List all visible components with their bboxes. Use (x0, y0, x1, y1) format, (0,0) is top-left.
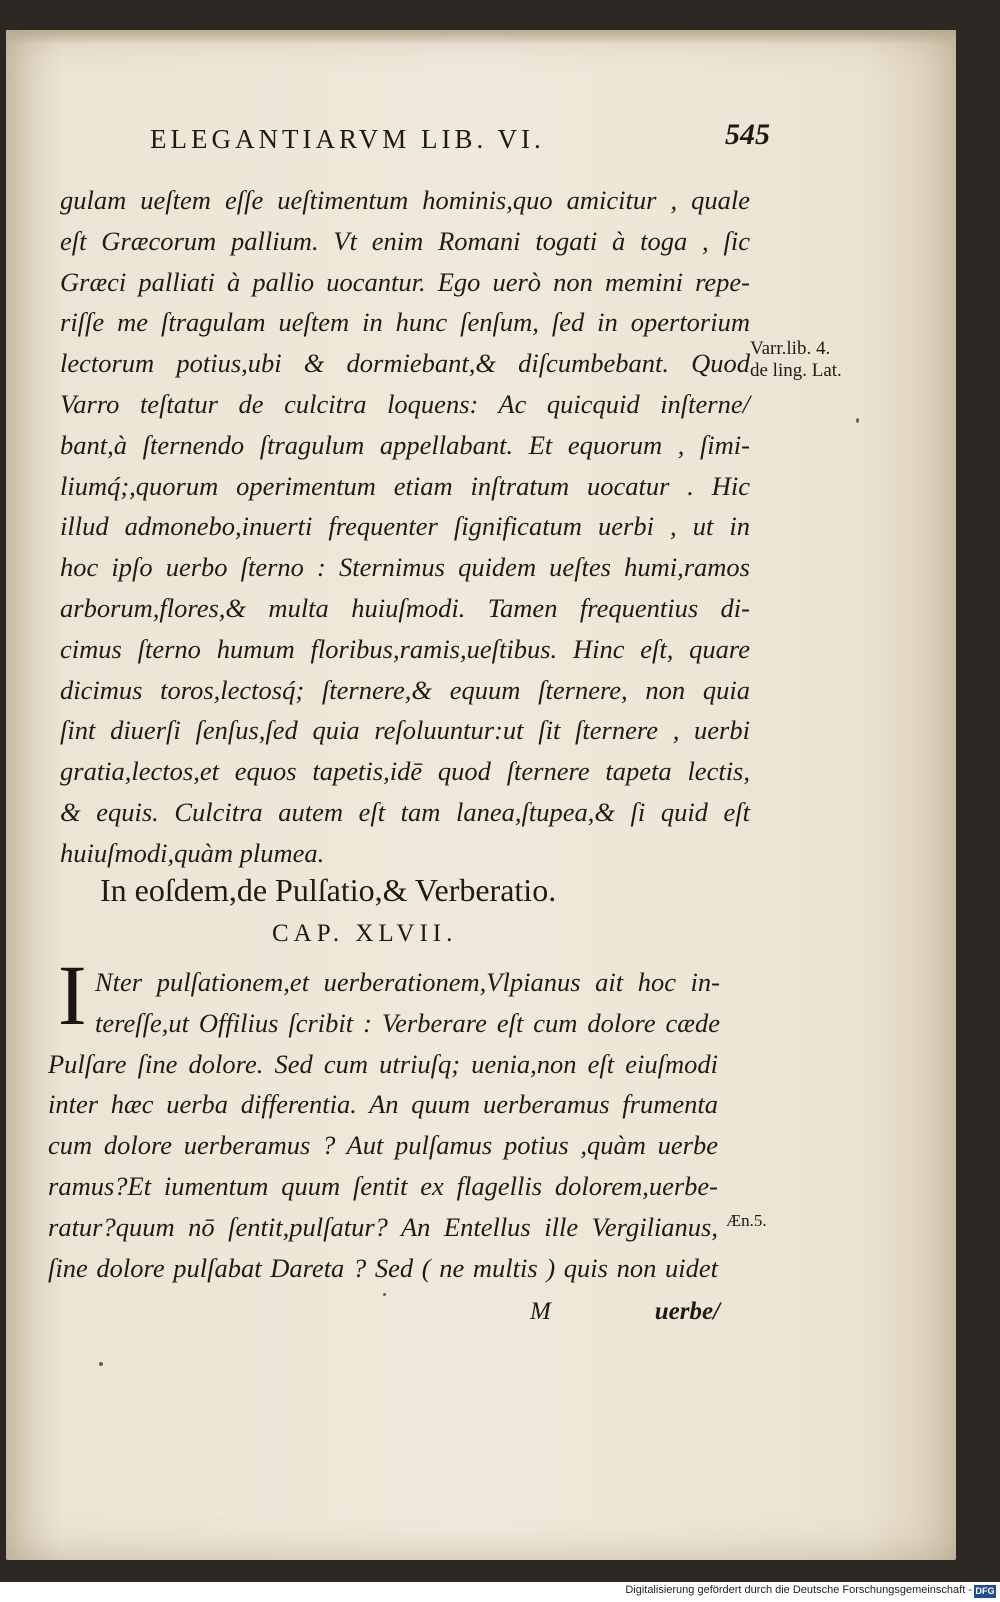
chapter-heading: CAP. XLVII. (272, 920, 458, 947)
signature-mark: M (530, 1298, 551, 1325)
text-block-first (60, 180, 750, 874)
text-line: inter hæc uerba differentia. An quum uerberamus frumenta (48, 1089, 718, 1120)
text-line: hoc ipſo uerbo ſterno : Sternimus quidem ueſtes humi,ramos (60, 552, 750, 583)
margin-note-varro (750, 338, 842, 382)
text-line: riſſe me ſtragulam ueſtem in hunc ſenſum, ſed in opertorium (60, 307, 750, 338)
dfg-logo: DFG (975, 1586, 995, 1596)
text-line: cimus ſterno humum floribus,ramis,ueſtibus. Hinc eſt, quare (60, 633, 750, 664)
text-line: Nter pulſationem,et uerberationem,Vlpianus ait hoc in- (95, 967, 720, 997)
text-line: ſine dolore pulſabat Dareta ? Sed ( ne multis ) quis non uidet (48, 1252, 718, 1283)
text-line: arborum,flores,& multa huiuſmodi. Tamen frequentius di- (60, 592, 750, 623)
text-line: ramus?Et iumentum quum ſentit ex flagellis dolorem,uerbe- (48, 1170, 718, 1201)
text-line: ratur?quum nō ſentit,pulſatur? An Entellus ille Vergilianus, (48, 1211, 718, 1242)
text-line: bant,à ſternendo ſtragulum appellabant. Et equorum , ſimi- (60, 429, 750, 460)
page-number: 545 (725, 118, 770, 151)
margin-note-aeneid: Æn.5. (726, 1211, 767, 1230)
text-line: gratia,lectos,et equos tapetis,idē quod ſternere tapeta lectis, (60, 756, 750, 787)
paper-speck (99, 1362, 103, 1366)
text-line: Varro teſtatur de culcitra loquens: Ac quicquid inſterne/ (60, 388, 750, 419)
text-line: dicimus toros,lectosq́; ſternere,& equum ſternere, non quia (60, 674, 750, 705)
footer-bar (0, 1582, 1000, 1602)
paper-speck (856, 418, 859, 423)
text-line: huiuſmodi,quàm plumea. (60, 837, 325, 868)
drop-cap: I (58, 947, 87, 1043)
text-block-chapter-opening (95, 962, 720, 1044)
text-line: ſint diuerſi ſenſus,ſed quia reſoluuntur:ut ſit ſternere , uerbi (60, 715, 750, 746)
text-line: liumq́;,quorum operimentum etiam inſtratum uocatur . Hic (60, 470, 750, 501)
text-line: tereſſe,ut Offilius ſcribit : Verberare eſt cum dolore cæde (95, 1007, 720, 1038)
section-title: In eoſdem,de Pulſatio,& Verberatio. (100, 872, 557, 908)
text-line: lectorum potius,ubi & dormiebant,& diſcumbebant. Quod (60, 348, 750, 379)
text-line: cum dolore uerberamus ? Aut pulſamus potius ,quàm uerbe (48, 1130, 718, 1161)
text-line: eſt Græcorum pallium. Vt enim Romani togati à toga , ſic (60, 225, 750, 256)
catchword: uerbe/ (654, 1298, 720, 1325)
text-line: Græci palliati à pallio uocantur. Ego uerò non memini repe- (60, 266, 750, 297)
text-block-chapter-body (48, 1044, 718, 1289)
margin-note-line: de ling. Lat. (750, 360, 842, 381)
paper-speck (383, 1293, 386, 1296)
text-line: Pulſare ſine dolore. Sed cum utriuſq; uenia,non eſt eiuſmodi (48, 1048, 718, 1079)
text-line: gulam ueſtem eſſe ueſtimentum hominis,quo amicitur , quale (60, 185, 750, 215)
text-line: & equis. Culcitra autem eſt tam lanea,ſtupea,& ſi quid eſt (60, 796, 750, 827)
page-header (150, 118, 770, 164)
running-head: ELEGANTIARVM LIB. VI. (150, 124, 545, 154)
funding-credit: Digitalisierung gefördert durch die Deutsche Forschungsgemeinschaft - (625, 1584, 972, 1596)
margin-note-line: Varr.lib. 4. (750, 338, 831, 359)
page-edge (6, 30, 956, 44)
text-line: illud admonebo,inuerti frequenter ſignificatum uerbi , ut in (60, 511, 750, 542)
